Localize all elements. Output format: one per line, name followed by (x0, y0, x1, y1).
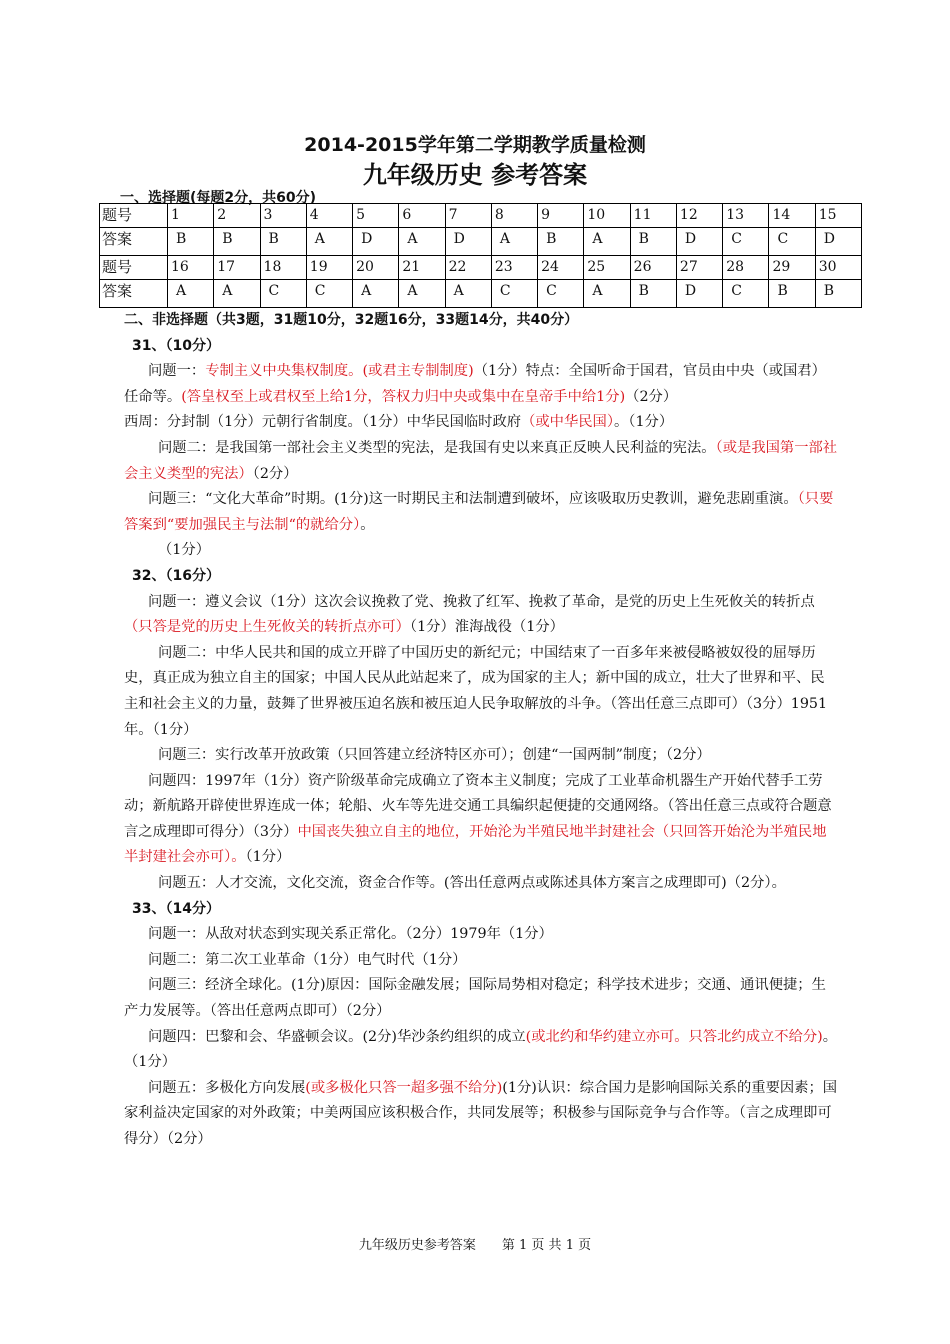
question-number-cell: 17 (214, 256, 260, 280)
section2-heading: 二、非选择题（共3题，31题10分，32题16分，33题14分，共40分） (124, 312, 579, 328)
answer-cell: B (630, 228, 676, 256)
question-number-cell: 12 (676, 204, 722, 228)
document-subtitle: 九年级历史 参考答案 (362, 161, 588, 189)
q33-part2: 问题二：第二次工业革命（1分）电气时代（1分） (148, 951, 467, 968)
answer-cell: A (168, 280, 214, 308)
q31-part4: 问题三：“文化大革命”时期。(1分)这一时期民主和法制遭到破坏，应该吸取历史教训，避免悲剧重演。（只要答案到“要加强民主与法制“的就给分）。 (124, 491, 834, 533)
document-title: 2014-2015学年第二学期教学质量检测 (304, 134, 646, 156)
answer-row (100, 228, 862, 256)
answer-cell: B (630, 280, 676, 308)
question-number-row (100, 256, 862, 280)
answer-cell: B (769, 280, 815, 308)
question-number-cell: 30 (815, 256, 861, 280)
row-label-answer: 答案 (100, 228, 168, 256)
row-label-number: 题号 (100, 256, 168, 280)
q33-part4: 问题四：巴黎和会、华盛顿会议。(2分)华沙条约组织的成立(或北约和华约建立亦可。只答北约成立不给分)。（1分） (124, 1028, 838, 1071)
answer-cell: A (584, 228, 630, 256)
question-number-cell: 27 (676, 256, 722, 280)
q33-heading: 33、（14分） (132, 900, 220, 917)
q33-part3: 问题三：经济全球化。(1分)原因：国际金融发展；国际局势相对稳定；科学技术进步；交通、通讯便捷；生产力发展等。（答出任意两点即可）（2分） (124, 977, 826, 1020)
answer-cell: D (353, 228, 399, 256)
answer-cell: D (815, 228, 861, 256)
q32-heading: 32、（16分） (132, 567, 220, 584)
row-label-number: 题号 (100, 204, 168, 228)
question-number-cell: 28 (723, 256, 769, 280)
answer-cell: B (538, 228, 584, 256)
question-number-cell: 14 (769, 204, 815, 228)
answer-cell: C (769, 228, 815, 256)
answer-cell: D (445, 228, 491, 256)
question-number-cell: 26 (630, 256, 676, 280)
question-number-cell: 7 (445, 204, 491, 228)
question-number-cell: 3 (260, 204, 306, 228)
answer-cell: A (306, 228, 352, 256)
q31-part3: 问题二：是我国第一部社会主义类型的宪法，是我国有史以来真正反映人民利益的宪法。（或是我国第一部社会主义类型的宪法）（2分） (124, 439, 838, 482)
question-number-cell: 25 (584, 256, 630, 280)
answer-body (124, 308, 838, 1153)
answer-cell: A (584, 280, 630, 308)
question-number-cell: 9 (538, 204, 584, 228)
q33-part5: 问题五：多极化方向发展(或多极化只答一超多强不给分)(1分)认识：综合国力是影响国际关系的重要因素；国家利益决定国家的对外政策；中美两国应该积极合作，共同发展等；积极参与国际竞争与合作等。（言之成理即可得分）（2分） (124, 1079, 838, 1147)
question-number-cell: 21 (399, 256, 445, 280)
question-number-cell: 10 (584, 204, 630, 228)
question-number-cell: 13 (723, 204, 769, 228)
answer-cell: A (214, 280, 260, 308)
answer-cell: D (676, 228, 722, 256)
q32-part3: 问题三：实行改革开放政策（只回答建立经济特区亦可）；创建“一国两制”制度；（2分） (158, 747, 711, 764)
q32-part5: 问题五：人才交流，文化交流，资金合作等。(答出任意两点或陈述具体方案言之成理即可)（2分）。 (158, 875, 786, 892)
question-number-cell: 4 (306, 204, 352, 228)
answer-cell: A (491, 228, 537, 256)
question-number-cell: 22 (445, 256, 491, 280)
question-number-cell: 8 (491, 204, 537, 228)
answer-cell: B (260, 228, 306, 256)
question-number-cell: 15 (815, 204, 861, 228)
answer-cell: C (538, 280, 584, 308)
answer-cell: A (445, 280, 491, 308)
answer-cell: C (260, 280, 306, 308)
q31-part2: 西周：分封制（1分）元朝行省制度。（1分）中华民国临时政府（或中华民国）。（1分） (124, 414, 674, 431)
answer-cell: C (723, 228, 769, 256)
q31-heading: 31、（10分） (132, 337, 220, 354)
answer-cell: A (399, 228, 445, 256)
answer-cell: A (353, 280, 399, 308)
answer-cell: D (676, 280, 722, 308)
answer-cell: B (815, 280, 861, 308)
question-number-cell: 24 (538, 256, 584, 280)
row-label-answer: 答案 (100, 280, 168, 308)
answer-row (100, 280, 862, 308)
q32-part4: 问题四：1997年（1分）资产阶级革命完成确立了资本主义制度；完成了工业革命机器生产开始代替手工劳动；新航路开辟使世界连成一体；轮船、火车等先进交通工具编织起便捷的交通网络。（答出任意三点或符合题意言之成理即可得分）（3分）中国丧失独立自主的地位，开始沦为半殖民地半封建社会（只回答开始沦为半殖民地半封建社会亦可）。（1分） (124, 772, 832, 866)
q32-part2: 问题二：中华人民共和国的成立开辟了中国历史的新纪元；中国结束了一百多年来被侵略被奴役的屈辱历史，真正成为独立自主的国家；中国人民从此站起来了，成为国家的主人；新中国的成立，壮大了世界和平、民主和社会主义的力量，鼓舞了世界被压迫名族和被压迫人民争取解放的斗争。（答出任意三点即可）（3分）1951年。（1分） (124, 644, 828, 738)
q31-part1: 问题一：专制主义中央集权制度。(或君主专制制度)（1分）特点：全国听命于国君，官员由中央（或国君）任命等。(答皇权至上或君权至上给1分，答权力归中央或集中在皇帝手中给1分)（2分） (124, 363, 826, 405)
answer-cell: A (399, 280, 445, 308)
question-number-cell: 6 (399, 204, 445, 228)
question-number-cell: 18 (260, 256, 306, 280)
question-number-cell: 2 (214, 204, 260, 228)
q31-part5: （1分） (158, 542, 210, 559)
question-number-cell: 20 (353, 256, 399, 280)
answer-cell: C (491, 280, 537, 308)
question-number-cell: 29 (769, 256, 815, 280)
page-footer: 九年级历史参考答案 第 1 页 共 1 页 (358, 1238, 592, 1253)
q33-part1: 问题一：从敌对状态到实现关系正常化。（2分）1979年（1分） (148, 926, 553, 943)
question-number-cell: 16 (168, 256, 214, 280)
question-number-cell: 1 (168, 204, 214, 228)
question-number-cell: 23 (491, 256, 537, 280)
question-number-cell: 19 (306, 256, 352, 280)
answer-cell: B (168, 228, 214, 256)
question-number-row (100, 204, 862, 228)
question-number-cell: 5 (353, 204, 399, 228)
question-number-cell: 11 (630, 204, 676, 228)
section1-heading: 一、选择题(每题2分，共60分) (120, 190, 317, 206)
answer-table (99, 203, 862, 308)
answer-cell: C (723, 280, 769, 308)
answer-cell: C (306, 280, 352, 308)
q32-part1: 问题一：遵义会议（1分）这次会议挽救了党、挽救了红军、挽救了革命，是党的历史上生死攸关的转折点（只答是党的历史上生死攸关的转折点亦可）（1分）淮海战役（1分） (124, 593, 815, 636)
answer-cell: B (214, 228, 260, 256)
